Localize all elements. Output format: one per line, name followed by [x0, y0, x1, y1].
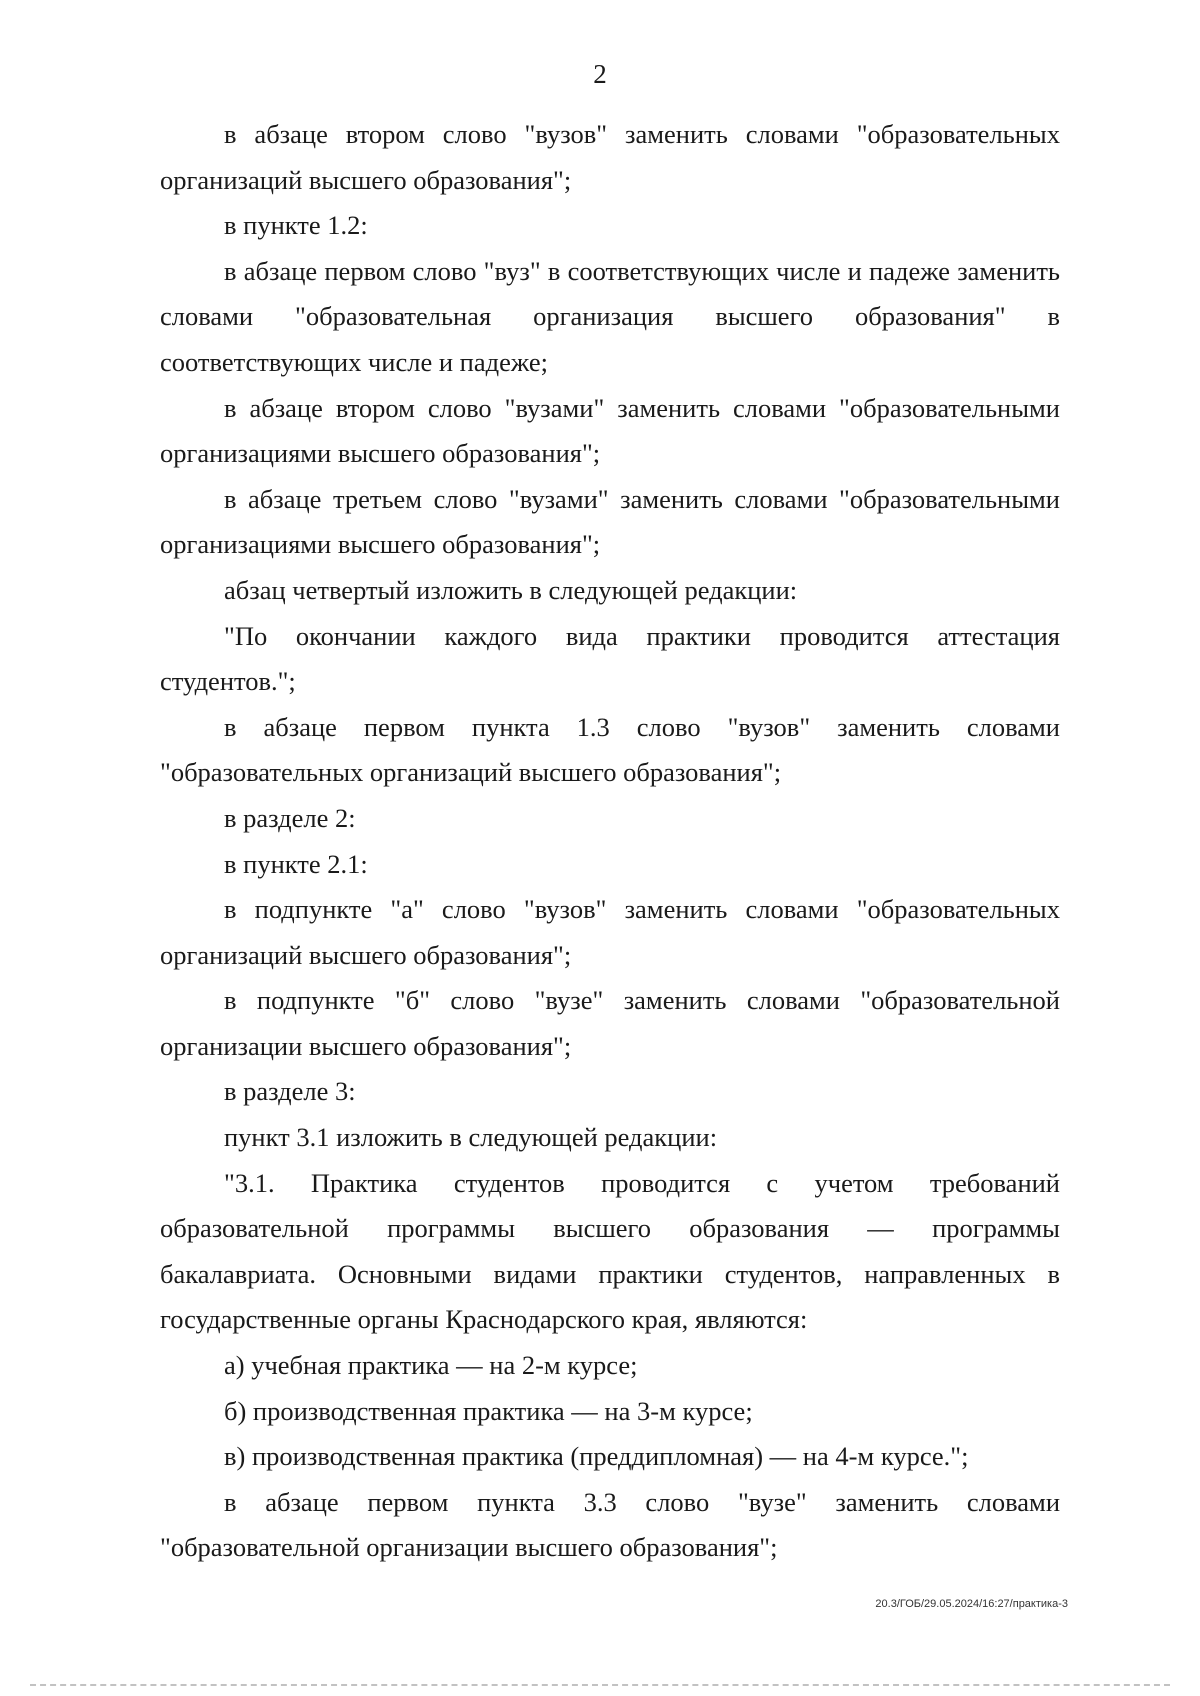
paragraph: в абзаце втором слово "вузами" заменить словами "образовательными организациями высшего образования"; — [160, 392, 1060, 469]
paragraph: пункт 3.1 изложить в следующей редакции: — [224, 1122, 718, 1153]
paragraph: в пункте 2.1: — [224, 848, 368, 879]
paragraph: в абзаце втором слово "вузов" заменить словами "образовательных организаций высшего образования"; — [160, 119, 1060, 195]
paragraph: "3.1. Практика студентов проводится с учетом требований образовательной программы высшего образования — программы бакалавриата. Основными видами практики студентов, направленных в государственные органы Краснодарского края, являются: — [160, 1167, 1060, 1335]
footer-document-code: 20.3/ГОБ/29.05.2024/16:27/практика-3 — [875, 1598, 1068, 1610]
paragraph: в абзаце третьем слово "вузами" заменить словами "образовательными организациями высшего образования"; — [160, 483, 1060, 560]
paragraph: в) производственная практика (преддипломная) — на 4-м курсе."; — [224, 1441, 969, 1472]
paragraph: в пункте 1.2: — [224, 210, 368, 241]
page-number: 2 — [593, 59, 607, 89]
paragraph: в абзаце первом слово "вуз" в соответствующих числе и падеже заменить словами "образовательная организация высшего образования" в соответствующих числе и падеже; — [160, 255, 1060, 377]
paragraph: в подпункте "а" слово "вузов" заменить словами "образовательных организаций высшего образования"; — [160, 894, 1060, 970]
paragraph: в подпункте "б" слово "вузе" заменить словами "образовательной организации высшего образования"; — [160, 985, 1060, 1061]
paragraph: в разделе 2: — [224, 802, 356, 833]
paragraph: в разделе 3: — [224, 1076, 356, 1107]
scan-edge-line — [30, 1684, 1170, 1686]
paragraph: в абзаце первом пункта 1.3 слово "вузов" заменить словами "образовательных организаций высшего образования"; — [160, 711, 1060, 788]
paragraph: "По окончании каждого вида практики проводится аттестация студентов."; — [160, 620, 1060, 697]
paragraph: а) учебная практика — на 2-м курсе; — [224, 1350, 638, 1381]
paragraph: б) производственная практика — на 3-м курсе; — [224, 1395, 753, 1426]
paragraph: абзац четвертый изложить в следующей редакции: — [224, 574, 798, 605]
paragraph: в абзаце первом пункта 3.3 слово "вузе" заменить словами "образовательной организации высшего образования"; — [160, 1486, 1060, 1563]
document-body — [160, 112, 1060, 1571]
